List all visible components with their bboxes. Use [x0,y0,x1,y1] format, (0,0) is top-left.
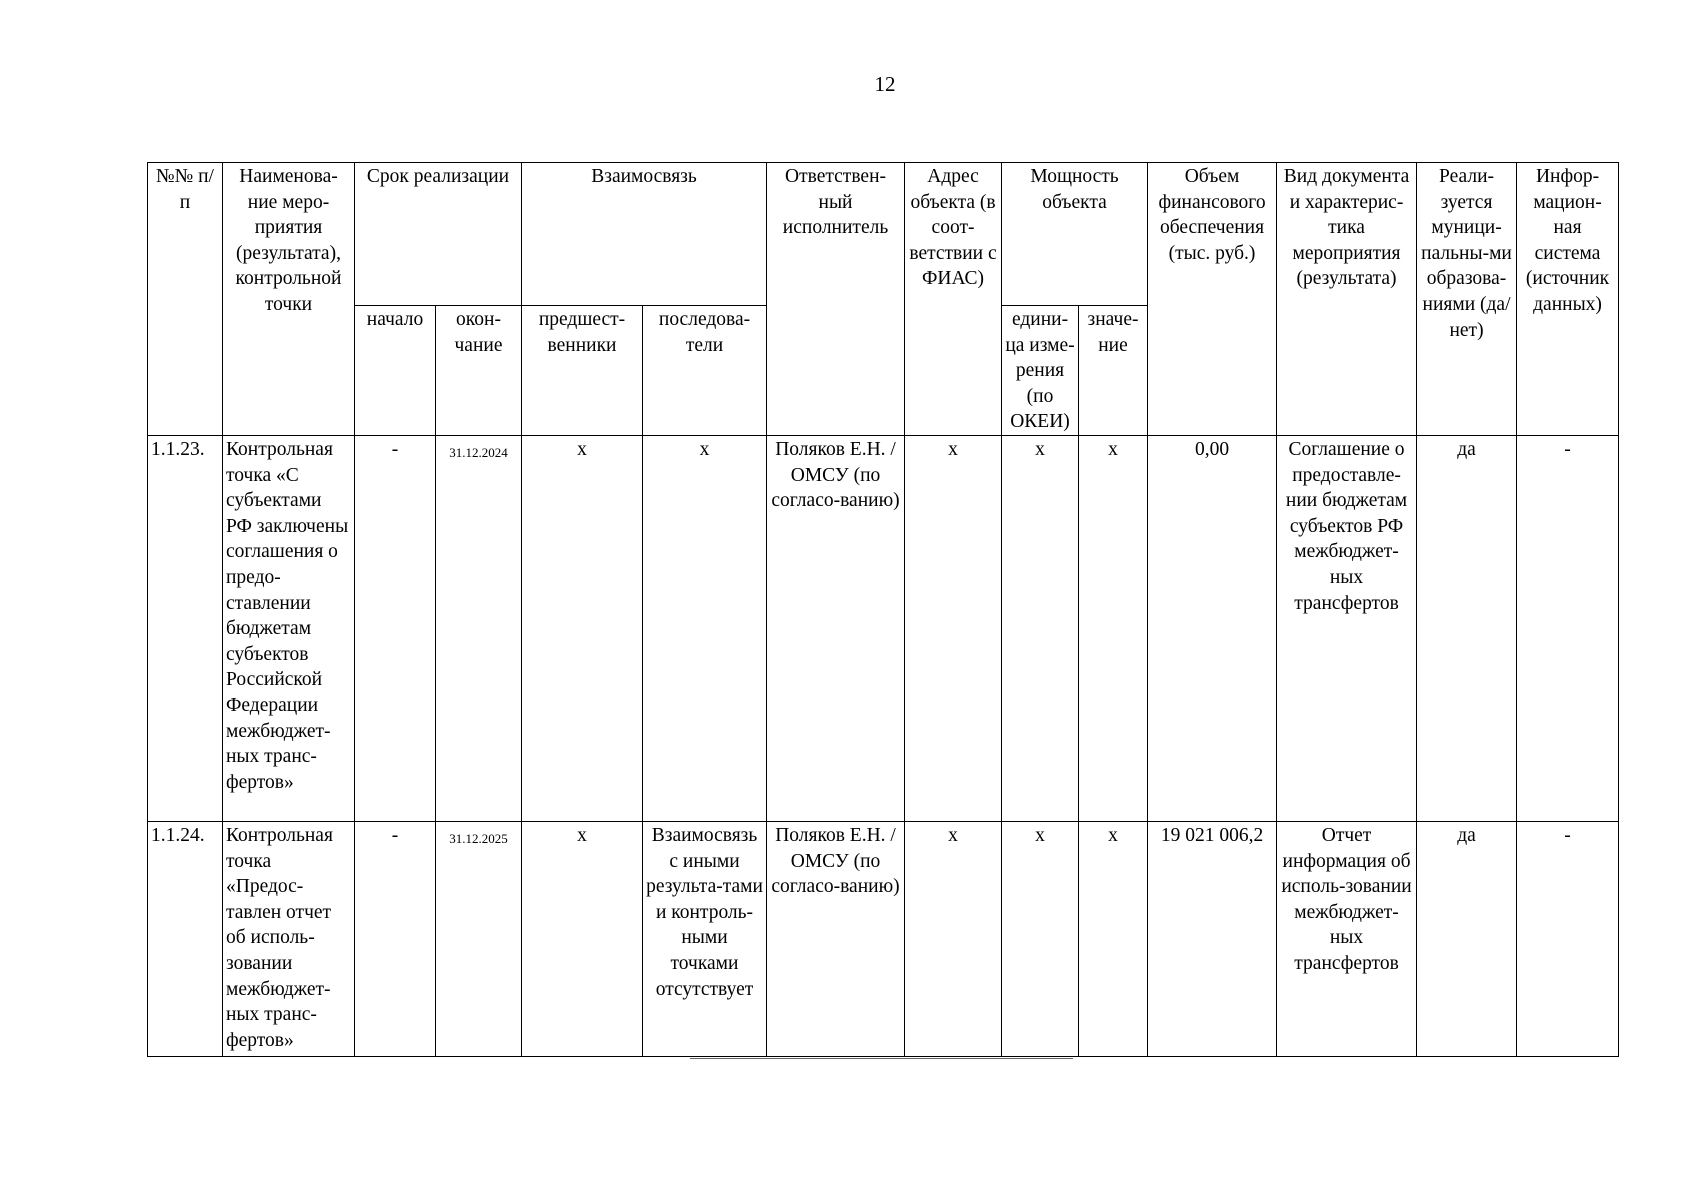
row-num: 1.1.23. [148,435,223,821]
row-address: х [905,821,1002,1056]
row-doc: Отчет информация об исполь-зовании межбюджет-ных трансфертов [1277,821,1417,1056]
header-capacity-value: значе-ние [1079,306,1148,436]
row-finance: 0,00 [1148,435,1277,821]
row-value: х [1079,435,1148,821]
header-name: Наименова-ние меро-приятия (результата), контрольной точки [223,163,355,436]
header-info-system: Инфор-мацион-ная система (источник данных) [1517,163,1619,436]
header-finance: Объем финансового обеспечения (тыс. руб.) [1148,163,1277,436]
row-name: Контрольная точка «Предос-тавлен отчет об исполь-зовании межбюджет-ных транс-фертов» [223,821,355,1056]
row-prev: х [522,435,643,821]
page-number: 12 [874,72,896,96]
header-address: Адрес объекта (в соот-ветствии с ФИАС) [905,163,1002,436]
row-value: х [1079,821,1148,1056]
header-row [148,163,1619,306]
row-next: х [643,435,767,821]
row-end: 31.12.2025 [436,821,522,1056]
header-link: Взаимосвязь [522,163,767,306]
header-link-prev: предшест-венники [522,306,643,436]
header-doc-type: Вид документа и характерис-тика мероприятия (результата) [1277,163,1417,436]
header-responsible: Ответствен-ный исполнитель [767,163,905,436]
row-end: 31.12.2024 [436,435,522,821]
row-municipal: да [1417,821,1517,1056]
header-term-end: окон-чание [436,306,522,436]
table-row [148,821,1619,1056]
row-num: 1.1.24. [148,821,223,1056]
header-term-start: начало [355,306,436,436]
row-unit: х [1002,435,1079,821]
row-next: Взаимосвязь с иными результа-тами и контроль-ными точками отсутствует [643,821,767,1056]
header-capacity-unit: едини-ца изме-рения (по ОКЕИ) [1002,306,1079,436]
row-info: - [1517,821,1619,1056]
row-responsible: Поляков Е.Н. / ОМСУ (по согласо-ванию) [767,435,905,821]
row-name: Контрольная точка «С субъектами РФ заключены соглашения о предо-ставлении бюджетам субъектов Российской Федерации межбюджет-ных транс-фертов» [223,435,355,821]
row-start: - [355,821,436,1056]
row-responsible: Поляков Е.Н. / ОМСУ (по согласо-ванию) [767,821,905,1056]
row-prev: х [522,821,643,1056]
row-unit: х [1002,821,1079,1056]
footer-divider [690,1058,1073,1059]
row-info: - [1517,435,1619,821]
header-capacity: Мощность объекта [1002,163,1148,306]
row-municipal: да [1417,435,1517,821]
header-term: Срок реализации [355,163,522,306]
row-start: - [355,435,436,821]
plan-table [147,162,1619,1057]
header-link-next: последова-тели [643,306,767,436]
row-address: х [905,435,1002,821]
header-municipal: Реали-зуется муници-пальны-ми образова-ниями (да/нет) [1417,163,1517,436]
row-doc: Соглашение о предоставле-нии бюджетам субъектов РФ межбюджет-ных трансфертов [1277,435,1417,821]
header-num: №№ п/п [148,163,223,436]
row-finance: 19 021 006,2 [1148,821,1277,1056]
table-row [148,435,1619,821]
